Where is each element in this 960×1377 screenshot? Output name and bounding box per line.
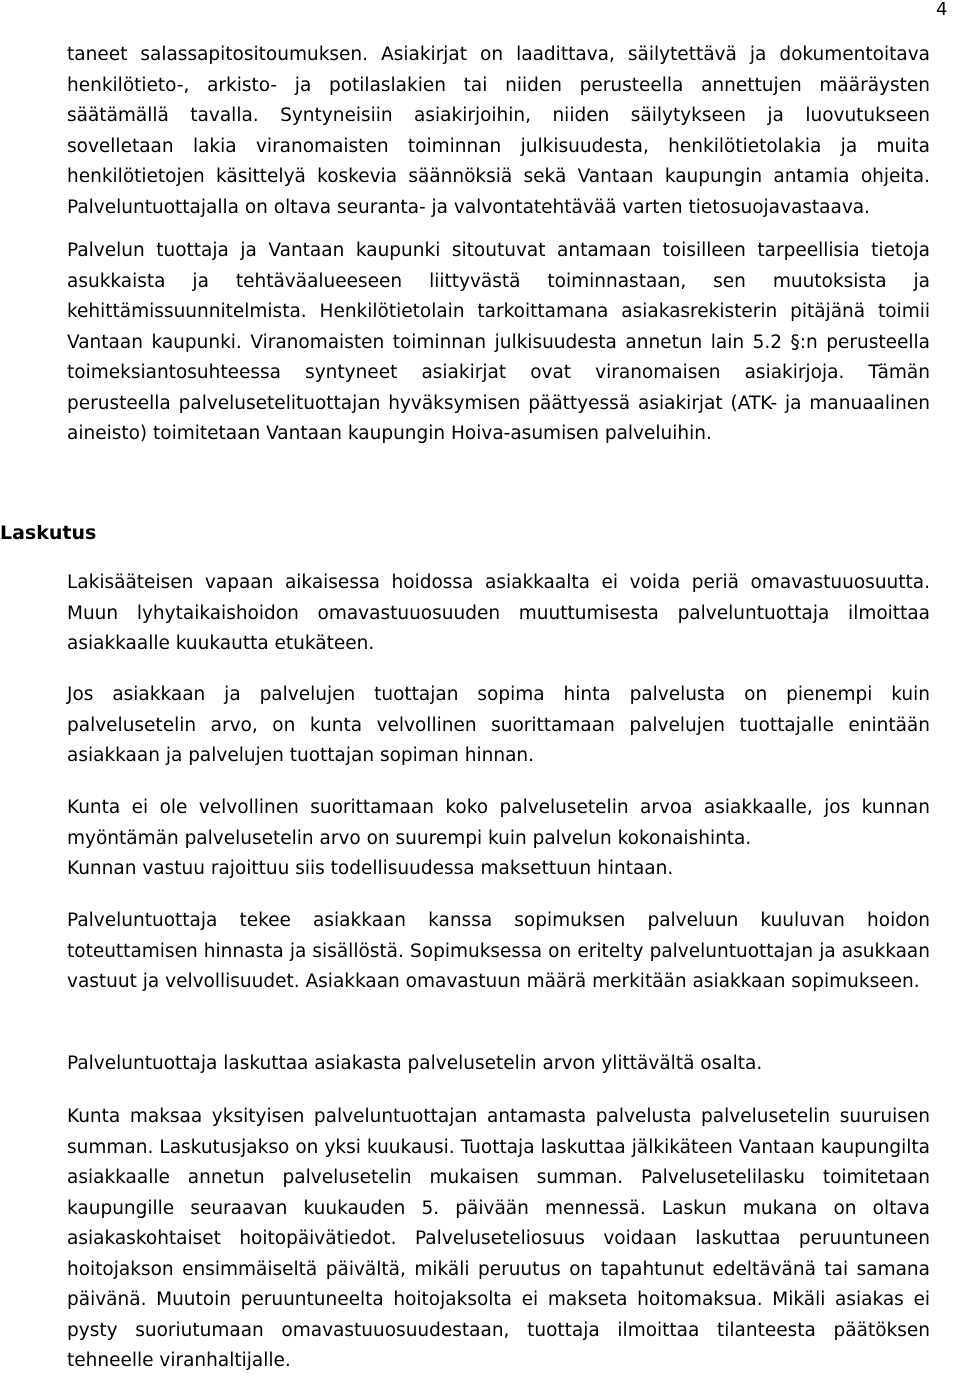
paragraph-agreement: Palveluntuottaja tekee asiakkaan kanssa sopimuksen palveluun kuuluvan hoidon toteuttamisen hinnasta ja sisällöstä. Sopimuksessa on eritelty palveluntuottajan ja asukkaan vastuut ja velvollisuudet. Asiakkaan omavastuun määrä merkitään asiakkaan sopimukseen. xyxy=(67,910,930,992)
paragraph-price-lower: Jos asiakkaan ja palvelujen tuottajan sopima hinta palvelusta on pienempi kuin palvelusetelin arvo, on kunta velvollinen suorittamaan palvelujen tuottajalle enintään asiakkaan ja palvelujen tuottajan sopiman hinnan. xyxy=(67,684,930,766)
paragraph-information-sharing: Palvelun tuottaja ja Vantaan kaupunki sitoutuvat antamaan toisilleen tarpeellisia tietoja asukkaista ja tehtäväalueeseen liittyvästä toiminnastaan, sen muutoksista ja kehittämissuunnitelmista. Henkilötietolain tarkoittamana asiakasrekisterin pitäjänä toimii Vantaan kaupunki. Viranomaisten toiminnan julkisuudesta annetun lain 5.2 §:n perusteella toimeksiantosuhteessa syntyneet asiakirjat ovat viranomaisen asiakirjoja. Tämän perusteella palvelusetelituottajan hyväksymisen päättyessä asiakirjat (ATK- ja manuaalinen aineisto) toimitetaan Vantaan kaupungin Hoiva-asumisen palveluihin. xyxy=(67,240,930,444)
paragraph-confidentiality: taneet salassapitositoumuksen. Asiakirjat on laadittava, säilytettävä ja dokumentoitava henkilötieto-, arkisto- ja potilaslakien tai niiden perusteella annettujen määräysten säätämällä tavalla. Syntyneisiin asiakirjoihin, niiden säilytykseen ja luovutukseen sovelletaan lakia viranomaisten toiminnan julkisuudesta, henkilötietolakia ja muita henkilötietojen käsittelyä koskevia säännöksiä sekä Vantaan kaupungin antamia ohjeita. Palveluntuottajalla on oltava seuranta- ja valvontatehtävää varten tietosuojavastaava. xyxy=(67,44,930,218)
page-number: 4 xyxy=(936,0,948,20)
section-heading-billing: Laskutus xyxy=(0,522,97,544)
paragraph-billing-excess: Palveluntuottaja laskuttaa asiakasta palvelusetelin arvon ylittävältä osalta. xyxy=(67,1053,763,1074)
paragraph-deductible: Lakisääteisen vapaan aikaisessa hoidossa asiakkaalta ei voida periä omavastuuosuutta. Muun lyhytaikaishoidon omavastuuosuuden muuttumisesta palveluntuottaja ilmoittaa asiakkaalle kuukautta etukäteen. xyxy=(67,572,930,654)
paragraph-municipality-obligation: Kunta ei ole velvollinen suorittamaan koko palvelusetelin arvoa asiakkaalle, jos kunnan myöntämän palvelusetelin arvo on suurempi kuin palvelun kokonaishinta. Kunnan vastuu rajoittuu siis todellisuudessa maksettuun hintaan. xyxy=(67,797,930,879)
paragraph-invoicing-terms: Kunta maksaa yksityisen palveluntuottajan antamasta palvelusta palvelusetelin suuruisen summan. Laskutusjakso on yksi kuukausi. Tuottaja laskuttaa jälkikäteen Vantaan kaupungilta asiakkaalle annetun palvelusetelin mukaisen summan. Palvelusetelilasku toimitetaan kaupungille seuraavan kuukauden 5. päivään mennessä. Laskun mukana on oltava asiakaskohtaiset hoitopäivätiedot. Palveluseteliosuus voidaan laskuttaa peruuntuneen hoitojakson ensimmäiseltä päivältä, mikäli peruutus on tapahtunut edeltävänä tai samana päivänä. Muutoin peruuntuneelta hoitojaksolta ei makseta hoitomaksua. Mikäli asiakas ei pysty suoriutumaan omavastuuosuudestaan, tuottaja ilmoittaa tilanteesta päätöksen tehneelle viranhaltijalle. xyxy=(67,1106,930,1371)
